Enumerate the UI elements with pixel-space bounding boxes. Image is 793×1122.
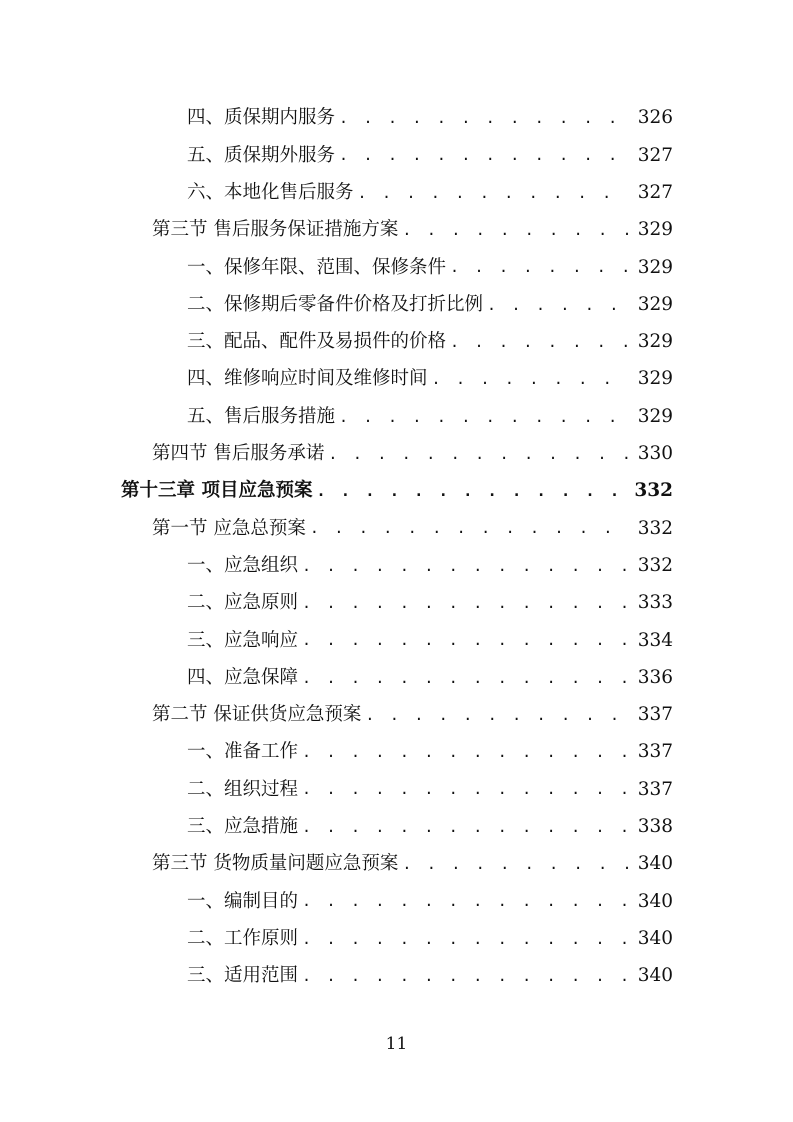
dot-leader xyxy=(302,559,630,574)
toc-entry-page: 329 xyxy=(637,256,673,278)
toc-entry-title: 三、配品、配件及易损件的价格 xyxy=(187,331,447,353)
dot-leader xyxy=(302,633,630,648)
toc-entry[interactable] xyxy=(0,921,793,958)
toc-entry[interactable] xyxy=(0,286,793,323)
toc-section-page: 329 xyxy=(637,219,673,241)
dot-leader xyxy=(487,298,630,313)
toc-section[interactable] xyxy=(0,846,793,883)
toc-chapter-page: 332 xyxy=(634,480,673,502)
dot-leader xyxy=(402,857,629,872)
toc-entry[interactable] xyxy=(0,734,793,771)
toc-entry-title: 一、保修年限、范围、保修条件 xyxy=(187,256,447,278)
toc-entry[interactable] xyxy=(0,809,793,846)
toc-entry-page: 329 xyxy=(637,293,673,315)
toc-entry-title: 三、适用范围 xyxy=(187,965,299,987)
dot-leader xyxy=(310,521,630,536)
dot-leader xyxy=(302,671,630,686)
toc-entry[interactable] xyxy=(0,548,793,585)
toc-entry-page: 340 xyxy=(637,965,673,987)
toc-entry-title: 四、维修响应时间及维修时间 xyxy=(187,368,428,390)
toc-entry-page: 340 xyxy=(637,890,673,912)
toc-entry[interactable] xyxy=(0,100,793,137)
toc-entry[interactable] xyxy=(0,137,793,174)
dot-leader xyxy=(302,596,630,611)
toc-entry[interactable] xyxy=(0,622,793,659)
dot-leader xyxy=(302,969,630,984)
dot-leader xyxy=(402,223,629,238)
dot-leader xyxy=(365,708,629,723)
toc-chapter-title: 第十三章 项目应急预案 xyxy=(121,480,313,502)
toc-entry-page: 332 xyxy=(637,554,673,576)
toc-entry[interactable] xyxy=(0,771,793,808)
toc-entry-title: 二、保修期后零备件价格及打折比例 xyxy=(187,293,484,315)
toc-entry-title: 二、工作原则 xyxy=(187,927,299,949)
toc-entry[interactable] xyxy=(0,398,793,435)
toc-entry-title: 一、准备工作 xyxy=(187,741,299,763)
toc-entry-title: 二、应急原则 xyxy=(187,592,299,614)
toc-entry-page: 336 xyxy=(637,666,673,688)
toc-section-title: 第二节 保证供货应急预案 xyxy=(152,704,362,726)
toc-section-title: 第一节 应急总预案 xyxy=(152,517,306,539)
toc-section-page: 330 xyxy=(637,443,673,465)
dot-leader xyxy=(316,484,626,499)
toc-entry-page: 337 xyxy=(637,741,673,763)
toc-entry[interactable] xyxy=(0,585,793,622)
toc-entry[interactable] xyxy=(0,659,793,696)
toc-section-title: 第三节 售后服务保证措施方案 xyxy=(152,219,399,241)
toc-entry-title: 一、编制目的 xyxy=(187,890,299,912)
toc-entry[interactable] xyxy=(0,958,793,995)
toc-entry-title: 一、应急组织 xyxy=(187,554,299,576)
toc-entry[interactable] xyxy=(0,175,793,212)
toc-section-title: 第四节 售后服务承诺 xyxy=(152,443,325,465)
toc-entry-page: 329 xyxy=(637,405,673,427)
table-of-contents xyxy=(0,100,793,995)
toc-entry-page: 334 xyxy=(637,629,673,651)
dot-leader xyxy=(339,148,630,163)
toc-entry-title: 二、组织过程 xyxy=(187,778,299,800)
dot-leader xyxy=(328,447,629,462)
toc-entry-page: 340 xyxy=(637,927,673,949)
toc-section-page: 332 xyxy=(637,517,673,539)
toc-section-page: 340 xyxy=(637,853,673,875)
toc-entry-title: 四、质保期内服务 xyxy=(187,107,336,129)
toc-entry[interactable] xyxy=(0,324,793,361)
dot-leader xyxy=(432,372,630,387)
toc-entry[interactable] xyxy=(0,361,793,398)
dot-leader xyxy=(450,260,630,275)
toc-entry-title: 三、应急响应 xyxy=(187,629,299,651)
dot-leader xyxy=(358,186,630,201)
toc-section-title: 第三节 货物质量问题应急预案 xyxy=(152,853,399,875)
dot-leader xyxy=(339,111,630,126)
toc-entry-page: 329 xyxy=(637,368,673,390)
toc-section[interactable] xyxy=(0,510,793,547)
dot-leader xyxy=(302,782,630,797)
toc-section-page: 337 xyxy=(637,704,673,726)
dot-leader xyxy=(302,894,630,909)
dot-leader xyxy=(339,410,630,425)
toc-section[interactable] xyxy=(0,697,793,734)
toc-entry-page: 329 xyxy=(637,331,673,353)
dot-leader xyxy=(450,335,630,350)
dot-leader xyxy=(302,820,630,835)
toc-entry-page: 327 xyxy=(637,144,673,166)
toc-entry-title: 四、应急保障 xyxy=(187,666,299,688)
dot-leader xyxy=(302,745,630,760)
toc-entry-title: 五、质保期外服务 xyxy=(187,144,336,166)
toc-entry-page: 326 xyxy=(637,107,673,129)
toc-entry-page: 333 xyxy=(637,592,673,614)
page-number: 11 xyxy=(385,1034,408,1054)
toc-chapter[interactable] xyxy=(0,473,793,510)
toc-entry[interactable] xyxy=(0,249,793,286)
toc-section[interactable] xyxy=(0,436,793,473)
toc-entry-page: 327 xyxy=(637,181,673,203)
toc-entry-page: 338 xyxy=(637,816,673,838)
toc-entry-title: 六、本地化售后服务 xyxy=(187,181,354,203)
toc-entry[interactable] xyxy=(0,883,793,920)
toc-entry-page: 337 xyxy=(637,778,673,800)
toc-entry-title: 三、应急措施 xyxy=(187,816,299,838)
toc-entry-title: 五、售后服务措施 xyxy=(187,405,336,427)
dot-leader xyxy=(302,932,630,947)
toc-section[interactable] xyxy=(0,212,793,249)
